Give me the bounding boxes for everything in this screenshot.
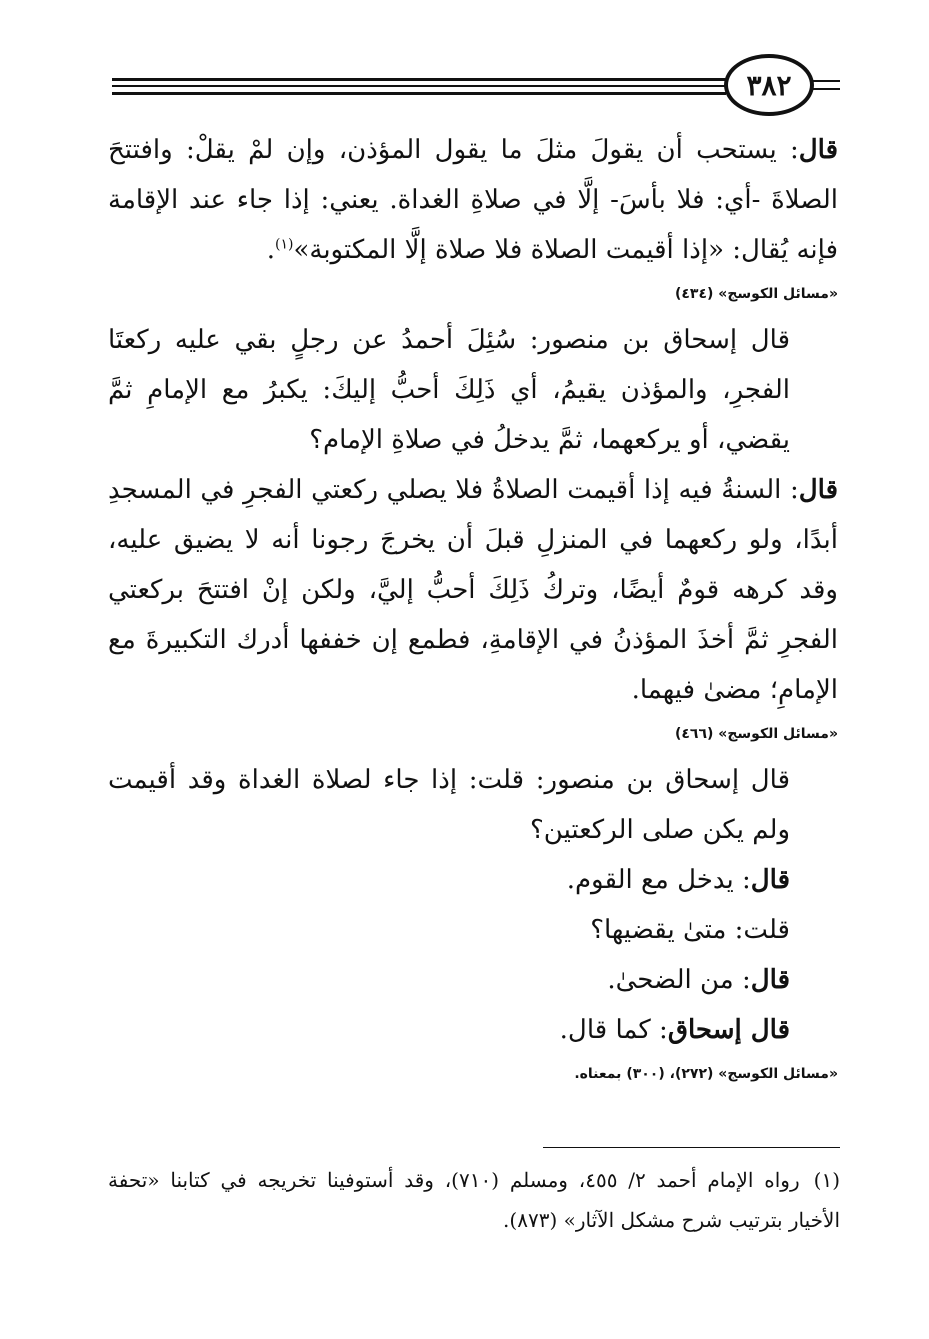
question-paragraph: قال إسحاق بن منصور: سُئِلَ أحمدُ عن رجلٍ بقي عليه ركعتَا الفجرِ، والمؤذن يقيمُ، أي ذَلِكَ أحبُّ إليكَ: يكبرُ مع الإمامِ ثمَّ يقضي، أو يركعهما، ثمَّ يدخلُ في صلاةِ الإمام؟ — [108, 325, 790, 455]
paragraph-text: : يستحب أن يقولَ مثلَ ما يقول المؤذن، وإن لمْ يقلْ: وافتتحَ الصلاةَ -أي: فلا بأسَ- إلَّا في صلاةِ الغداة. يعني: إذا جاء عند الإقامة فإنه يُقال: «إذا أقيمت الصلاة فلا صلاة إلَّا المكتوبة» — [108, 135, 838, 265]
source-citation: «مسائل الكوسج» (٤٣٤) — [674, 286, 838, 302]
dialogue-line — [108, 855, 838, 905]
header-rule — [112, 85, 726, 87]
question-paragraph: قال إسحاق بن منصور: قلت: إذا جاء لصلاة الغداة وقد أقيمت ولم يكن صلى الركعتين؟ — [108, 765, 790, 845]
speaker-label: قال — [798, 475, 838, 505]
dialogue-text: : كما قال. — [559, 1015, 668, 1045]
source-citation: «مسائل الكوسج» (٤٦٦) — [674, 726, 838, 742]
dialogue-line — [108, 1005, 838, 1055]
answer-text: : السنةُ فيه إذا أقيمت الصلاةُ فلا يصلي ركعتي الفجرِ في المسجدِ أبدًا، ولو ركعهما في المنزلِ قبلَ أن يخرجَ رجونا أنه لا يضيق عليه، وقد كرهه قومٌ أيضًا، وتركُ ذَلِكَ أحبُّ إليَّ، ولكن إنْ افتتحَ بركعتي الفجرِ ثمَّ أخذَ المؤذنُ في الإقامةِ، فطمع إن خففها أدرك التكبيرةَ مع الإمامِ؛ مضىٰ فيهما. — [108, 475, 838, 705]
speaker-label: قال — [798, 135, 838, 165]
header-tick — [812, 80, 840, 82]
speaker-label: قال إسحاق — [667, 1015, 790, 1045]
header-tick — [812, 88, 840, 90]
page-number: ٣٨٢ — [724, 54, 814, 116]
footnote-text: رواه الإمام أحمد ٢/ ٤٥٥، ومسلم (٧١٠)، وقد أستوفينا تخريجه في كتابنا «تحفة الأخيار بترتيب شرح مشكل الآثار» (٨٧٣). — [108, 1168, 840, 1232]
footnote-separator — [543, 1147, 840, 1148]
speaker-label: قلت — [743, 915, 790, 945]
footnote-number: (١) — [813, 1168, 840, 1192]
header-rule — [112, 92, 726, 95]
source-citation: «مسائل الكوسج» (٢٧٢)، (٣٠٠) بمعناه. — [574, 1066, 838, 1082]
main-text — [108, 125, 838, 1095]
header-rule — [112, 78, 726, 81]
dialogue-line — [108, 955, 838, 1005]
paragraph-1 — [108, 125, 838, 275]
speaker-label: قال — [750, 865, 790, 895]
footnote-reference: (١) — [275, 236, 294, 253]
dialogue-text: : من الضحىٰ. — [607, 965, 751, 995]
footnotes — [108, 1160, 840, 1240]
paragraph-end: . — [266, 235, 275, 265]
page-header — [0, 48, 929, 128]
footnote — [108, 1160, 840, 1240]
dialogue-line — [108, 905, 838, 955]
dialogue-text: : يدخل مع القوم. — [566, 865, 751, 895]
speaker-label: قال — [750, 965, 790, 995]
dialogue-text: : متىٰ يقضيها؟ — [590, 915, 744, 945]
answer-paragraph — [108, 465, 838, 715]
